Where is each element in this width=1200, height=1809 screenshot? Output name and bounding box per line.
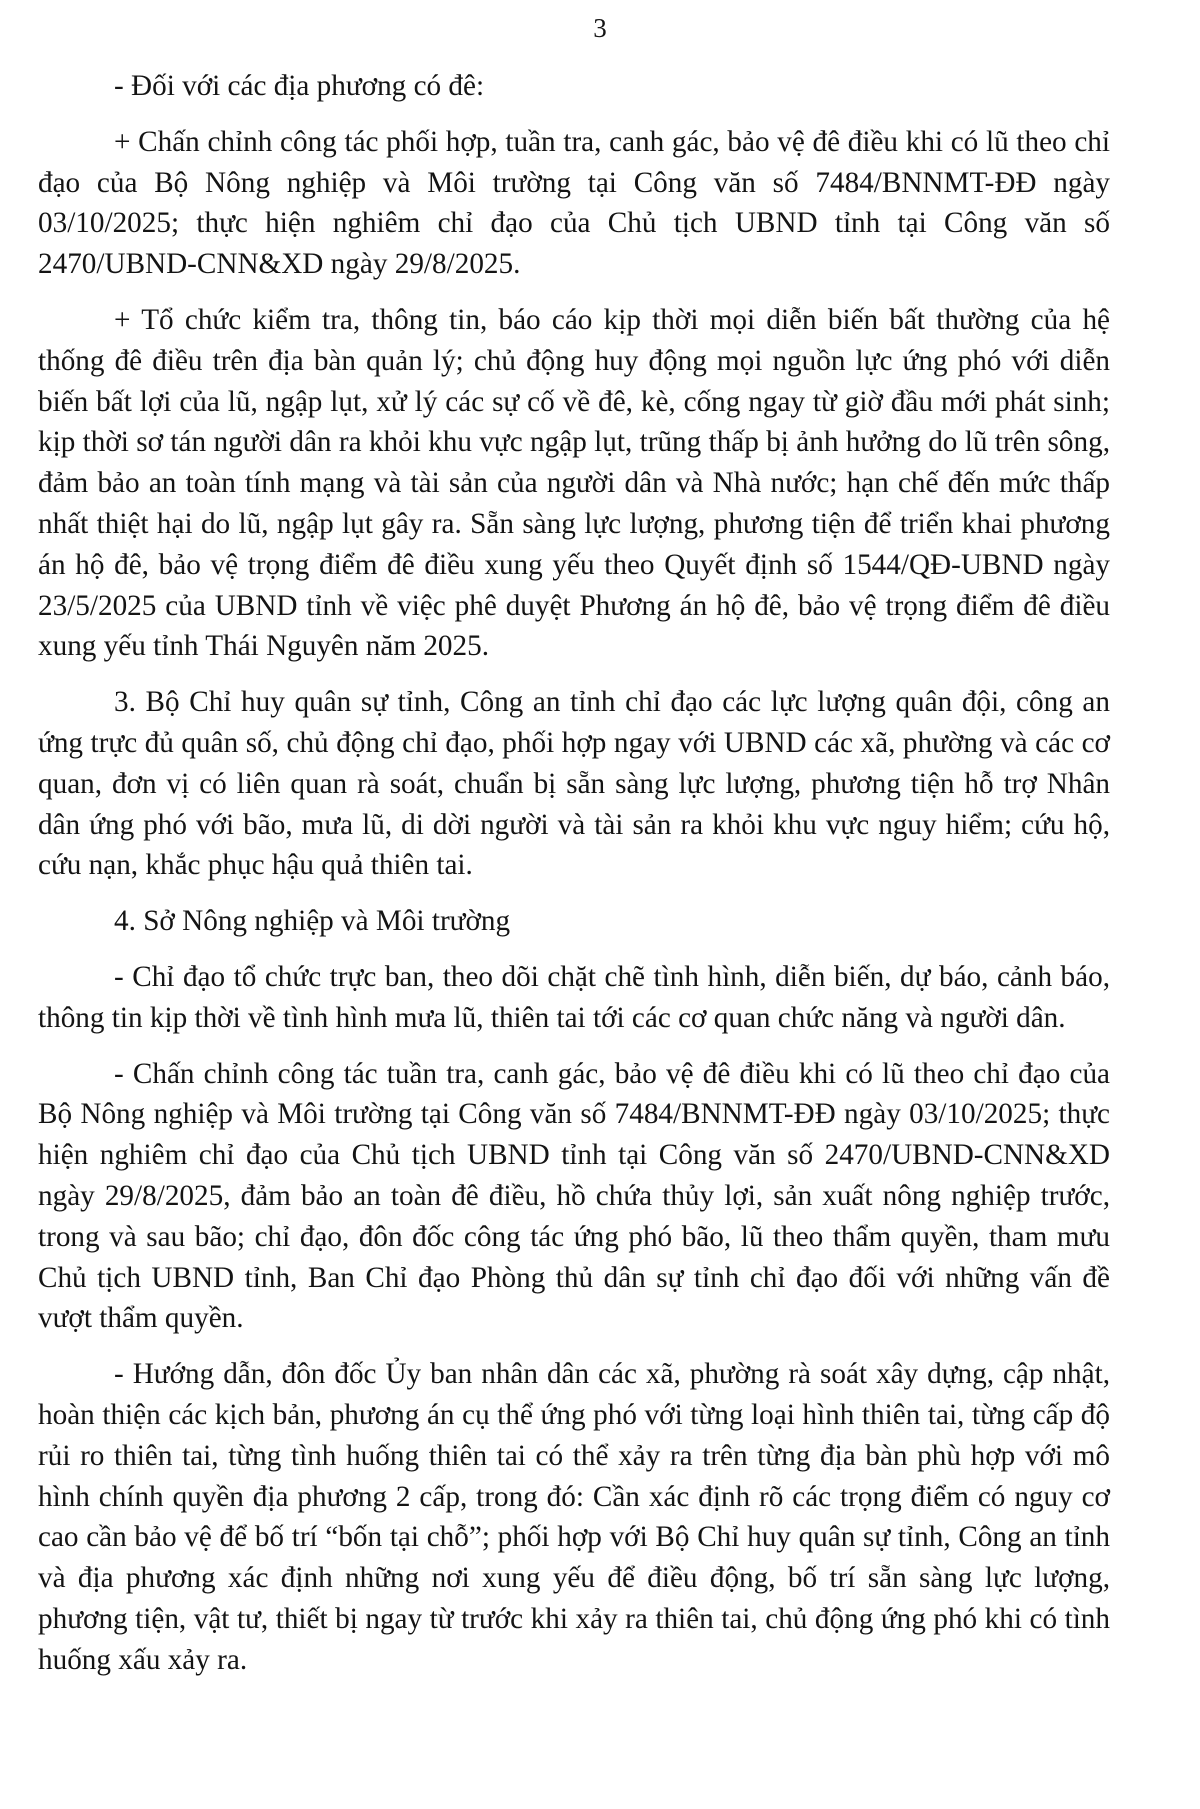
document-body xyxy=(38,66,1110,1695)
paragraph-dike-patrol: + Chấn chỉnh công tác phối hợp, tuần tra, canh gác, bảo vệ đê điều khi có lũ theo chỉ đạo của Bộ Nông nghiệp và Môi trường tại Công văn số 7484/BNNMT-ĐĐ ngày 03/10/2025; thực hiện nghiêm chỉ đạo của Chủ tịch UBND tỉnh tại Công văn số 2470/UBND-CNN&XD ngày 29/8/2025. xyxy=(38,125,1110,281)
page-number: 3 xyxy=(593,13,607,43)
paragraph-agriculture-dept-heading: 4. Sở Nông nghiệp và Môi trường xyxy=(114,905,511,938)
paragraph-dike-inspection: + Tổ chức kiểm tra, thông tin, báo cáo kịp thời mọi diễn biến bất thường của hệ thống đê điều trên địa bàn quản lý; chủ động huy động mọi nguồn lực ứng phó với diễn biến bất lợi của lũ, ngập lụt, xử lý các sự cố về đê, kè, cống ngay từ giờ đầu mới phát sinh; kịp thời sơ tán người dân ra khỏi khu vực ngập lụt, trũng thấp bị ảnh hưởng do lũ trên sông, đảm bảo an toàn tính mạng và tài sản của người dân và Nhà nước; hạn chế đến mức thấp nhất thiệt hại do lũ, ngập lụt gây ra. Sẵn sàng lực lượng, phương tiện để triển khai phương án hộ đê, bảo vệ trọng điểm đê điều xung yếu theo Quyết định số 1544/QĐ-UBND ngày 23/5/2025 của UBND tỉnh về việc phê duyệt Phương án hộ đê, bảo vệ trọng điểm đê điều xung yếu tỉnh Thái Nguyên năm 2025. xyxy=(38,303,1110,663)
paragraph-military-police: 3. Bộ Chỉ huy quân sự tỉnh, Công an tỉnh chỉ đạo các lực lượng quân đội, công an ứng trực đủ quân số, chủ động chỉ đạo, phối hợp ngay với UBND các xã, phường và các cơ quan, đơn vị có liên quan rà soát, chuẩn bị sẵn sàng lực lượng, phương tiện hỗ trợ Nhân dân ứng phó với bão, mưa lũ, di dời người và tài sản ra khỏi khu vực nguy hiểm; cứu hộ, cứu nạn, khắc phục hậu quả thiên tai. xyxy=(38,686,1110,882)
paragraph-dike-protection: - Chấn chỉnh công tác tuần tra, canh gác, bảo vệ đê điều khi có lũ theo chỉ đạo của Bộ Nông nghiệp và Môi trường tại Công văn số 7484/BNNMT-ĐĐ ngày 03/10/2025; thực hiện nghiêm chỉ đạo của Chủ tịch UBND tỉnh tại Công văn số 2470/UBND-CNN&XD ngày 29/8/2025, đảm bảo an toàn đê điều, hồ chứa thủy lợi, sản xuất nông nghiệp trước, trong và sau bão; chỉ đạo, đôn đốc công tác ứng phó bão, lũ theo thẩm quyền, tham mưu Chủ tịch UBND tỉnh, Ban Chỉ đạo Phòng thủ dân sự tỉnh chỉ đạo đối với những vấn đề vượt thẩm quyền. xyxy=(38,1057,1110,1335)
paragraph-duty-monitoring: - Chỉ đạo tổ chức trực ban, theo dõi chặt chẽ tình hình, diễn biến, dự báo, cảnh báo, thông tin kịp thời về tình hình mưa lũ, thiên tai tới các cơ quan chức năng và người dân. xyxy=(38,960,1110,1034)
paragraph-dikes-heading: - Đối với các địa phương có đê: xyxy=(114,70,485,102)
paragraph-scenario-guidance: - Hướng dẫn, đôn đốc Ủy ban nhân dân các xã, phường rà soát xây dựng, cập nhật, hoàn thiện các kịch bản, phương án cụ thể ứng phó với từng loại hình thiên tai, từng cấp độ rủi ro thiên tai, từng tình huống thiên tai có thể xảy ra trên từng địa bàn phù hợp với mô hình chính quyền địa phương 2 cấp, trong đó: Cần xác định rõ các trọng điểm có nguy cơ cao cần bảo vệ để bố trí “bốn tại chỗ”; phối hợp với Bộ Chỉ huy quân sự tỉnh, Công an tỉnh và địa phương xác định những nơi xung yếu để điều động, bố trí sẵn sàng lực lượng, phương tiện, vật tư, thiết bị ngay từ trước khi xảy ra thiên tai, chủ động ứng phó khi có tình huống xấu xảy ra. xyxy=(38,1358,1110,1676)
